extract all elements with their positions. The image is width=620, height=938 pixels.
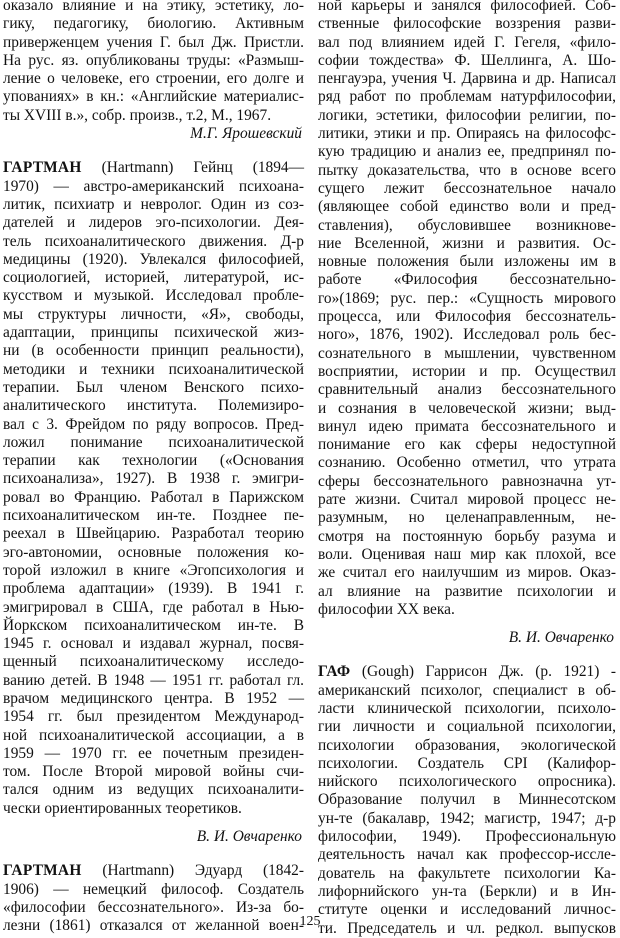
text-line: процесса, или Философия бессознатель-: [318, 308, 616, 326]
text-line: сравнительный анализ бессознательного: [318, 381, 616, 399]
entry-first-line-text: (Hartmann) Гейнц (1894—: [81, 159, 304, 177]
text-line: гии личности и социальной психологии,: [318, 718, 616, 736]
text-line: ты XVIII в.», собр. произв., т.2, М., 1967.: [3, 106, 272, 124]
text-line: софии тождества» Ф. Шеллинга, А. Шо-: [318, 51, 616, 69]
text-line: методики и техники психоаналитической: [3, 360, 304, 378]
text-line: медицины (1920). Увлекался философией,: [3, 250, 304, 268]
text-line: психологии. Создатель CPI (Калифор-: [318, 754, 616, 772]
text-line: ряд работ по проблемам натурфилософии,: [318, 88, 616, 106]
entry-first-line-text: (Hartmann) Эдуард (1842-: [81, 862, 304, 880]
entry-first-line: [3, 862, 304, 880]
text-line: деятельность начал как профессор-иссле-: [318, 846, 616, 864]
text-line: новные положения были изложены им в: [318, 253, 616, 271]
entry-headword: ГАРТМАН: [3, 862, 82, 880]
text-line: дователь на факультете психологии Ка-: [318, 864, 616, 882]
entry-author: М.Г. Ярошевский: [190, 125, 302, 143]
text-line: рате жизни. Считал мировой процесс не-: [318, 491, 616, 509]
text-line: лифорнийского ун-та (Беркли) и в Ин-: [318, 882, 616, 900]
entry-headword: ГАРТМАН: [3, 159, 82, 177]
text-line: восприятии, истории и пр. Осуществил: [318, 362, 616, 380]
text-line: 1906) — немецкий философ. Создатель: [3, 880, 304, 898]
text-line: том. После Второй мировой войны счи-: [3, 763, 304, 781]
text-line: ституте оценки и исследований личнос-: [318, 901, 616, 919]
entry-first-line: [318, 663, 616, 681]
text-line: дателей и лидеров эго-психологии. Дея-: [3, 214, 304, 232]
text-line: ал влияние на развитие психологии и: [318, 582, 616, 600]
entry-hartmann-eduard-continued: [318, 0, 616, 647]
text-line: ного», 1876, 1902). Исследовал роль бес-: [318, 326, 616, 344]
text-line: На рус. яз. опубликованы труды: «Размыш-: [3, 51, 304, 69]
text-line: ление о человеке, его строении, его долге и: [3, 70, 304, 88]
text-line: оказало влияние и на этику, эстетику, ло-: [3, 0, 304, 14]
text-line: гику, педагогику, биологию. Активным: [3, 15, 304, 33]
text-line: пытку доказательства, что в основе всего: [318, 161, 616, 179]
text-line: эмигрировал в США, где работал в Нью-: [3, 598, 304, 616]
text-line: (являющее собой единство воли и пред-: [318, 198, 616, 216]
text-line: ние Вселенной, жизни и развития. Ос-: [318, 234, 616, 252]
text-line: психологии образования, экологической: [318, 736, 616, 754]
text-line: логики, эстетики, философии религии, по-: [318, 106, 616, 124]
right-column: [318, 0, 616, 938]
entry-author: В. И. Овчаренко: [508, 629, 614, 647]
text-line: торой изложил в книге «Эгопсихология и: [3, 561, 304, 579]
text-line: тель психоаналитического движения. Д-р: [3, 232, 304, 250]
text-line: врачом медицинского центра. В 1952 —: [3, 689, 304, 707]
text-line: эго-автономии, основные положения ко-: [3, 543, 304, 561]
text-line: нийского психологического опросника).: [318, 773, 616, 791]
text-line: терапии как технологии («Основания: [3, 452, 304, 470]
text-line: проблема адаптации» (1939). В 1941 г.: [3, 580, 304, 598]
entry-gough: [318, 663, 616, 937]
entry-first-line: [3, 159, 304, 177]
text-line: работе «Философия бессознательно-: [318, 271, 616, 289]
text-line: вал с 3. Фрейдом по ряду вопросов. Пред-: [3, 415, 304, 433]
text-line: го»(1869; рус. пер.: «Сущность мирового: [318, 289, 616, 307]
text-line: литик, психиатр и невролог. Один из соз-: [3, 195, 304, 213]
text-line: упованиях» в кн.: «Английские материалис-: [3, 88, 304, 106]
text-line: реехал в Швейцарию. Разработал теорию: [3, 525, 304, 543]
entry-headword: ГАФ: [318, 663, 351, 681]
text-line: понимание его как сферы недоступной: [318, 436, 616, 454]
page-number: 125: [299, 914, 321, 929]
text-line: приверженцем учения Г. был Дж. Пристли.: [3, 33, 304, 51]
text-line: философии, 1949). Профессиональную: [318, 828, 616, 846]
text-line: Образование получил в Миннесотском: [318, 791, 616, 809]
text-line: кую традицию и анализ ее, предпринял по-: [318, 143, 616, 161]
text-line: сознанию. Особенно отметил, что утрата: [318, 454, 616, 472]
text-line: лезни (1861) отказался от желанной воен-: [3, 917, 304, 935]
text-line: «философии бессознательного». Из-за бо-: [3, 898, 304, 916]
text-line: ни (в особенности принцип реальности),: [3, 342, 304, 360]
text-line: социологией, историей, литературой, ис-: [3, 269, 304, 287]
text-line: 1945 г. основал и издавал журнал, посвя-: [3, 635, 304, 653]
text-line: литики, этики и пр. Опираясь на философс-: [318, 125, 616, 143]
text-line: мы структуры личности, «Я», свободы,: [3, 305, 304, 323]
text-line: ной психоаналитической ассоциации, а в: [3, 726, 304, 744]
text-line: смотря на постоянную борьбу разума и: [318, 527, 616, 545]
text-line: Йоркском психоаналитическом ин-те. В: [3, 616, 304, 634]
prev-entry-tail: [3, 0, 304, 143]
text-line: американский психолог, специалист в об-: [318, 681, 616, 699]
text-line: вал под влиянием идей Г. Гегеля, «фило-: [318, 33, 616, 51]
text-line: сознательного в мышлении, чувственном: [318, 344, 616, 362]
left-column: [3, 0, 304, 936]
text-line: кусством и музыкой. Исследовал пробле-: [3, 287, 304, 305]
text-line: разумным, но целенаправленным, не-: [318, 509, 616, 527]
text-line: же считал его наилучшим из миров. Оказ-: [318, 564, 616, 582]
text-line: аналитического института. Полемизиро-: [3, 397, 304, 415]
text-line: сферы бессознательного равнозначна ут-: [318, 472, 616, 490]
text-line: ставления), обусловившее возникнове-: [318, 216, 616, 234]
text-line: ти. Председатель и чл. редкол. выпусков: [318, 919, 616, 937]
text-line: пенгауэра, учения Ч. Дарвина и др. Написал: [318, 70, 616, 88]
text-line: философии XX века.: [318, 600, 455, 618]
text-line: сущего лежит бессознательное начало: [318, 179, 616, 197]
entry-first-line-text: (Gough) Гаррисон Дж. (р. 1921) -: [350, 663, 616, 681]
text-line: и сознания в человеческой жизни; выд-: [318, 399, 616, 417]
text-line: психоанализа», 1927). В 1938 г. эмигри-: [3, 470, 304, 488]
text-line: ванию детей. В 1948 — 1951 гг. работал гл.: [3, 671, 304, 689]
text-line: воли. Оценивая наш мир как плохой, все: [318, 545, 616, 563]
text-line: ной карьеры и занялся философией. Соб-: [318, 0, 616, 14]
text-line: тался одним из ведущих психоаналити-: [3, 781, 304, 799]
text-line: 1959 — 1970 гг. ее почетным президен-: [3, 744, 304, 762]
text-line: 1954 гг. был президентом Международ-: [3, 708, 304, 726]
text-line: ровал во Францию. Работал в Парижском: [3, 488, 304, 506]
text-line: ственные философские воззрения разви-: [318, 15, 616, 33]
text-line: винул идею примата бессознательного и: [318, 417, 616, 435]
text-line: адаптации, принципы психической жиз-: [3, 324, 304, 342]
text-line: терапии. Был членом Венского психо-: [3, 378, 304, 396]
text-line: ложил понимание психоаналитической: [3, 433, 304, 451]
text-line: 1970) — австро-американский психоана-: [3, 177, 304, 195]
text-line: ун-те (бакалавр, 1942; магистр, 1947; д-р: [318, 809, 616, 827]
text-line: ласти клинической психологии, психоло-: [318, 699, 616, 717]
text-line: чески ориентированных теоретиков.: [3, 799, 242, 817]
text-line: психоаналитическом ин-те. Позднее пе-: [3, 507, 304, 525]
entry-hartmann-heinz: [3, 159, 304, 846]
entry-author: В. И. Овчаренко: [196, 828, 302, 846]
text-line: щенный психоаналитическому исследо-: [3, 653, 304, 671]
